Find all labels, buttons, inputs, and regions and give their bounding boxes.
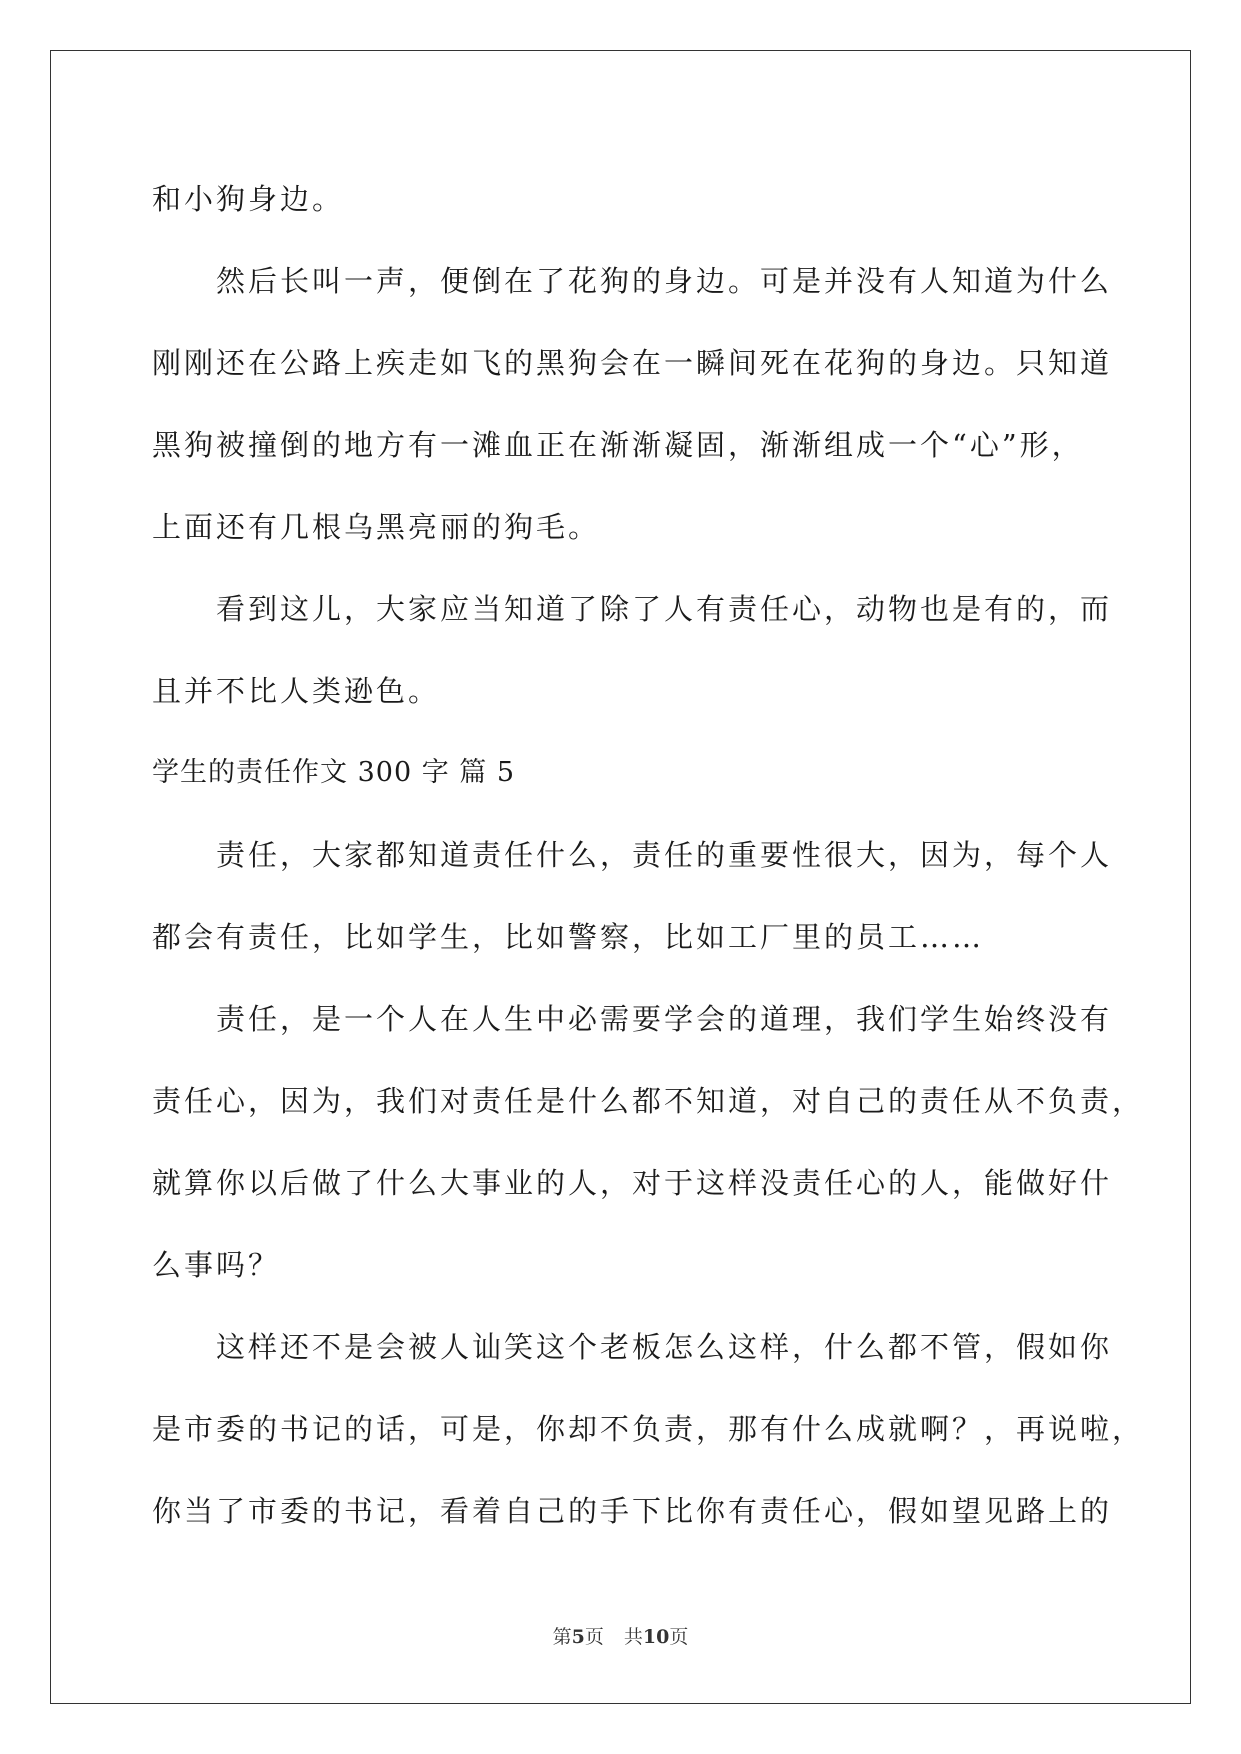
text-line: 都会有责任，比如学生，比如警察，比如工厂里的员工…… [152, 920, 985, 954]
text-line: 看到这儿，大家应当知道了除了人有责任心，动物也是有的，而 [216, 592, 1113, 626]
total-pages-number: 10 [642, 1626, 670, 1648]
text-line: 责任，是一个人在人生中必需要学会的道理，我们学生始终没有 [216, 1002, 1113, 1036]
text-line: 刚刚还在公路上疾走如飞的黑狗会在一瞬间死在花狗的身边。只知道 [152, 346, 1113, 380]
text-line: 这样还不是会被人讪笑这个老板怎么这样，什么都不管，假如你 [216, 1330, 1113, 1364]
text-line: 且并不比人类逊色。 [152, 674, 441, 708]
section-heading: 学生的责任作文 300 字 篇 5 [152, 757, 516, 788]
text-line: 上面还有几根乌黑亮丽的狗毛。 [152, 510, 601, 544]
text-line: 和小狗身边。 [152, 182, 345, 216]
footer-total-prefix: 共 [623, 1626, 643, 1648]
text-line: 责任心，因为，我们对责任是什么都不知道，对自己的责任从不负责， [152, 1084, 1145, 1118]
footer-total-unit: 页 [669, 1626, 689, 1648]
text-line: 是市委的书记的话，可是，你却不负责，那有什么成就啊？，再说啦， [152, 1412, 1145, 1446]
text-line: 然后长叫一声，便倒在了花狗的身边。可是并没有人知道为什么 [216, 264, 1113, 298]
text-line: 你当了市委的书记，看着自己的手下比你有责任心，假如望见路上的 [152, 1494, 1113, 1528]
footer-page-unit: 页 [584, 1626, 604, 1648]
text-line: 么事吗？ [152, 1248, 281, 1282]
page-footer [0, 1622, 1241, 1649]
document-body [152, 158, 1145, 1552]
text-line: 责任，大家都知道责任什么，责任的重要性很大，因为，每个人 [216, 838, 1113, 872]
footer-prefix: 第 [552, 1626, 572, 1648]
text-line: 就算你以后做了什么大事业的人，对于这样没责任心的人，能做好什 [152, 1166, 1113, 1200]
current-page-number: 5 [571, 1626, 585, 1648]
text-line: 黑狗被撞倒的地方有一滩血正在渐渐凝固，渐渐组成一个“心”形， [152, 428, 1084, 462]
